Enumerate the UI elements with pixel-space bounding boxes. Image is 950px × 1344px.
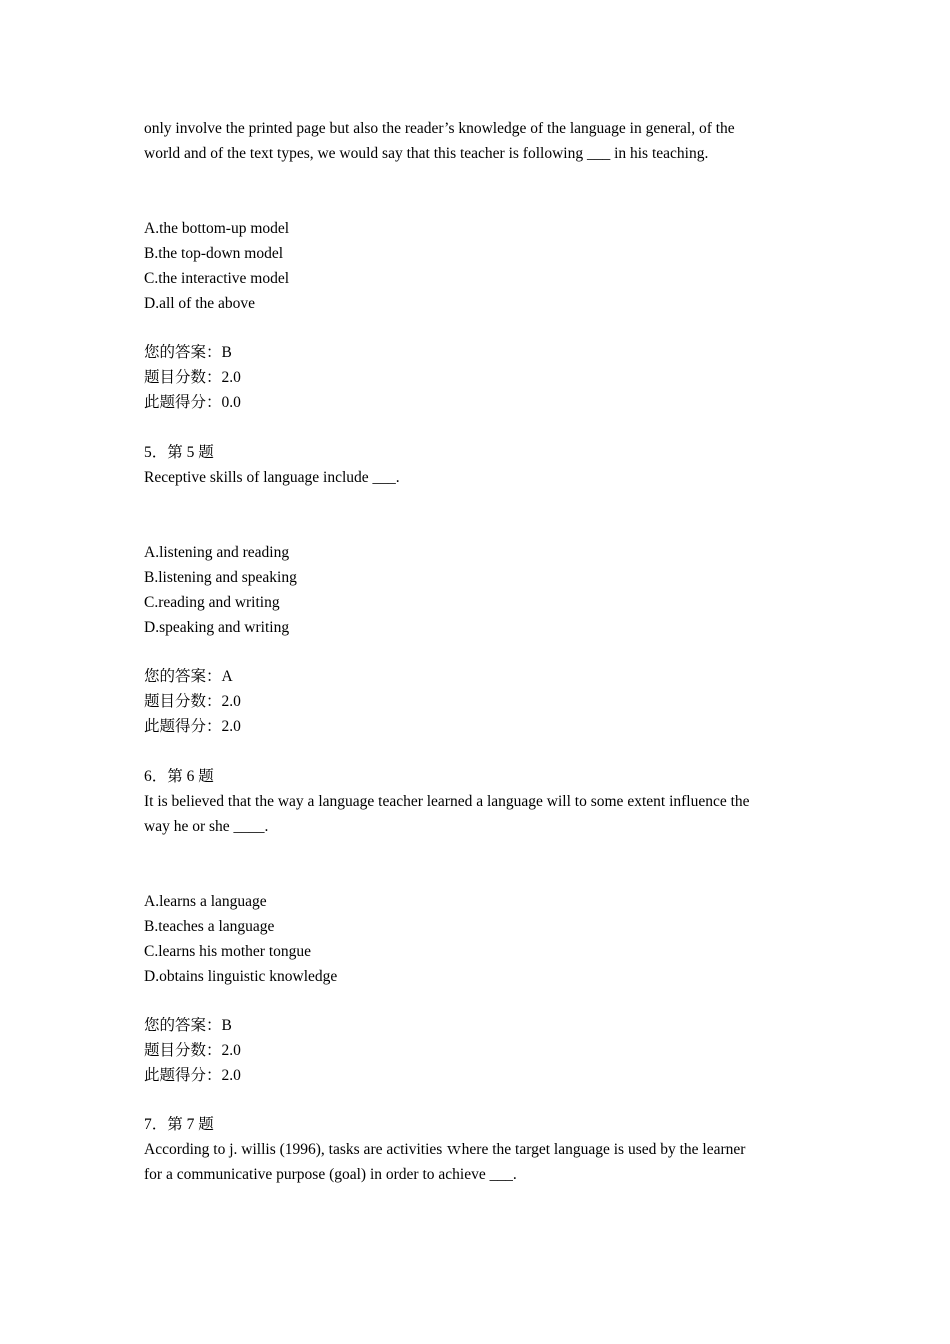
question-text-line: world and of the text types, we would say that this teacher is following ___ in his teaching. [144,145,709,162]
question-text-line: for a communicative purpose (goal) in order to achieve ___. [144,1166,517,1183]
option-d: D.speaking and writing [144,619,290,636]
option-a: A.the bottom-up model [144,220,290,237]
option-a: A.listening and reading [144,544,290,561]
option-c: C.the interactive model [144,270,290,287]
question-text-line: way he or she ____. [144,818,269,835]
question-text-line: Receptive skills of language include ___. [144,469,400,486]
option-d: D.obtains linguistic knowledge [144,968,338,985]
your-answer: 您的答案：B [144,344,232,361]
item-score: 题目分数：2.0 [144,1042,241,1059]
question-header: 7．第 7 题 [144,1116,214,1133]
your-answer: 您的答案：B [144,1017,232,1034]
your-answer: 您的答案：A [144,668,233,685]
earned-score: 此题得分：0.0 [144,394,241,411]
option-c: C.reading and writing [144,594,280,611]
earned-score: 此题得分：2.0 [144,1067,241,1084]
option-b: B.the top-down model [144,245,284,262]
question-header: 6．第 6 题 [144,768,214,785]
question-text-line: According to j. willis (1996), tasks are activities ｗhere the target language is used by the learner [144,1141,746,1158]
question-header: 5．第 5 题 [144,444,214,461]
option-b: B.listening and speaking [144,569,297,586]
item-score: 题目分数：2.0 [144,369,241,386]
question-text-line: It is believed that the way a language teacher learned a language will to some extent influence the [144,793,750,810]
option-c: C.learns his mother tongue [144,943,312,960]
option-b: B.teaches a language [144,918,275,935]
question-text-line: only involve the printed page but also the reader’s knowledge of the language in general, of the [144,120,735,137]
item-score: 题目分数：2.0 [144,693,241,710]
earned-score: 此题得分：2.0 [144,718,241,735]
option-d: D.all of the above [144,295,256,312]
option-a: A.learns a language [144,893,267,910]
